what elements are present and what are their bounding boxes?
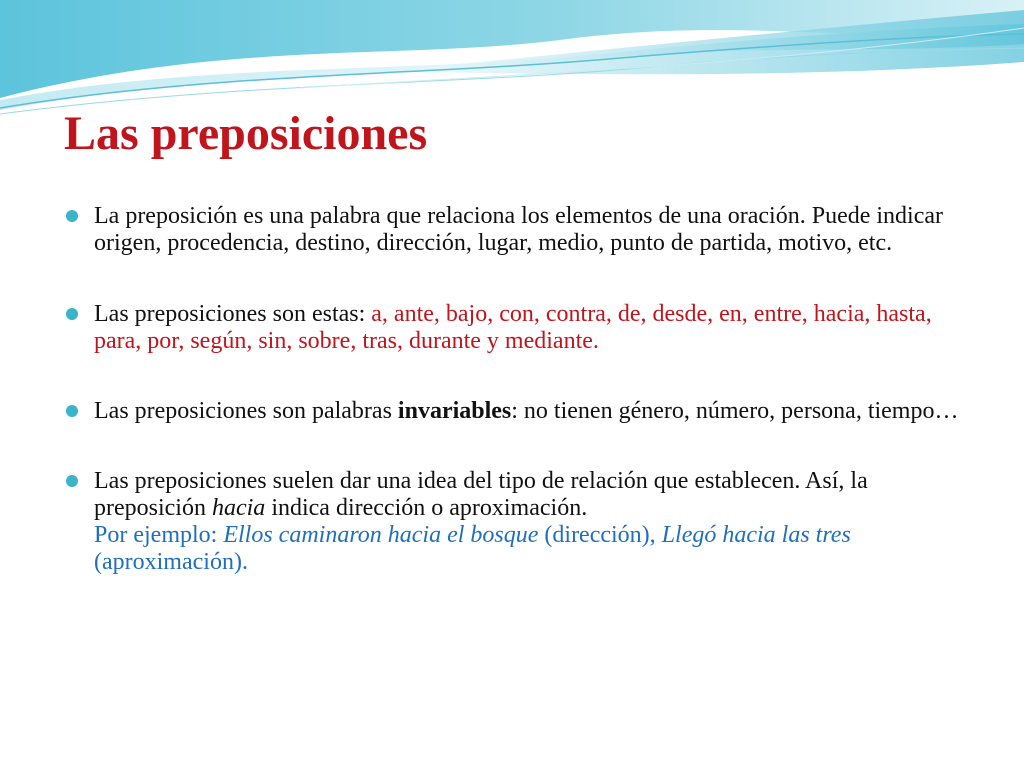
example-sentence-2: Llegó hacia las tres: [661, 522, 851, 548]
example-sentence-1: Ellos caminaron hacia el bosque: [223, 522, 539, 548]
bullet-dot-icon: [66, 475, 78, 487]
bold-term: invariables: [397, 398, 512, 424]
bullet-lead-text: Las preposiciones son palabras: [94, 398, 398, 424]
bullet-lead-text: Las preposiciones suelen dar una idea del tipo de relación que establecen. Así, la preposición: [94, 468, 868, 521]
preposition-list: a, ante, bajo, con, contra, de, desde, en, entre, hacia, hasta, para, por, según, sin, sobre, tras, durante y mediante.: [94, 301, 932, 354]
italic-word: hacia: [211, 495, 266, 521]
bullet-lead-text: Las preposiciones son estas:: [94, 301, 372, 327]
bullet-item-list: [66, 301, 966, 355]
bullet-dot-icon: [66, 210, 78, 222]
bullet-mid-text: indica dirección o aproximación.: [265, 495, 588, 521]
bullet-list: [66, 203, 966, 576]
bullet-item-definition: [66, 203, 966, 257]
example-note-2: (aproximación).: [94, 549, 248, 575]
bullet-tail-text: : no tienen género, número, persona, tiempo…: [511, 398, 959, 424]
example-label: Por ejemplo:: [94, 522, 224, 548]
bullet-item-invariables: [66, 398, 966, 425]
example-note-1: (dirección),: [538, 522, 662, 548]
bullet-text: La preposición es una palabra que relaciona los elementos de una oración. Puede indicar origen, procedencia, destino, dirección, lugar, medio, punto de partida, motivo, etc.: [94, 203, 943, 256]
bullet-dot-icon: [66, 405, 78, 417]
bullet-dot-icon: [66, 308, 78, 320]
slide-title: Las preposiciones: [64, 107, 428, 160]
bullet-item-examples: [66, 468, 966, 576]
